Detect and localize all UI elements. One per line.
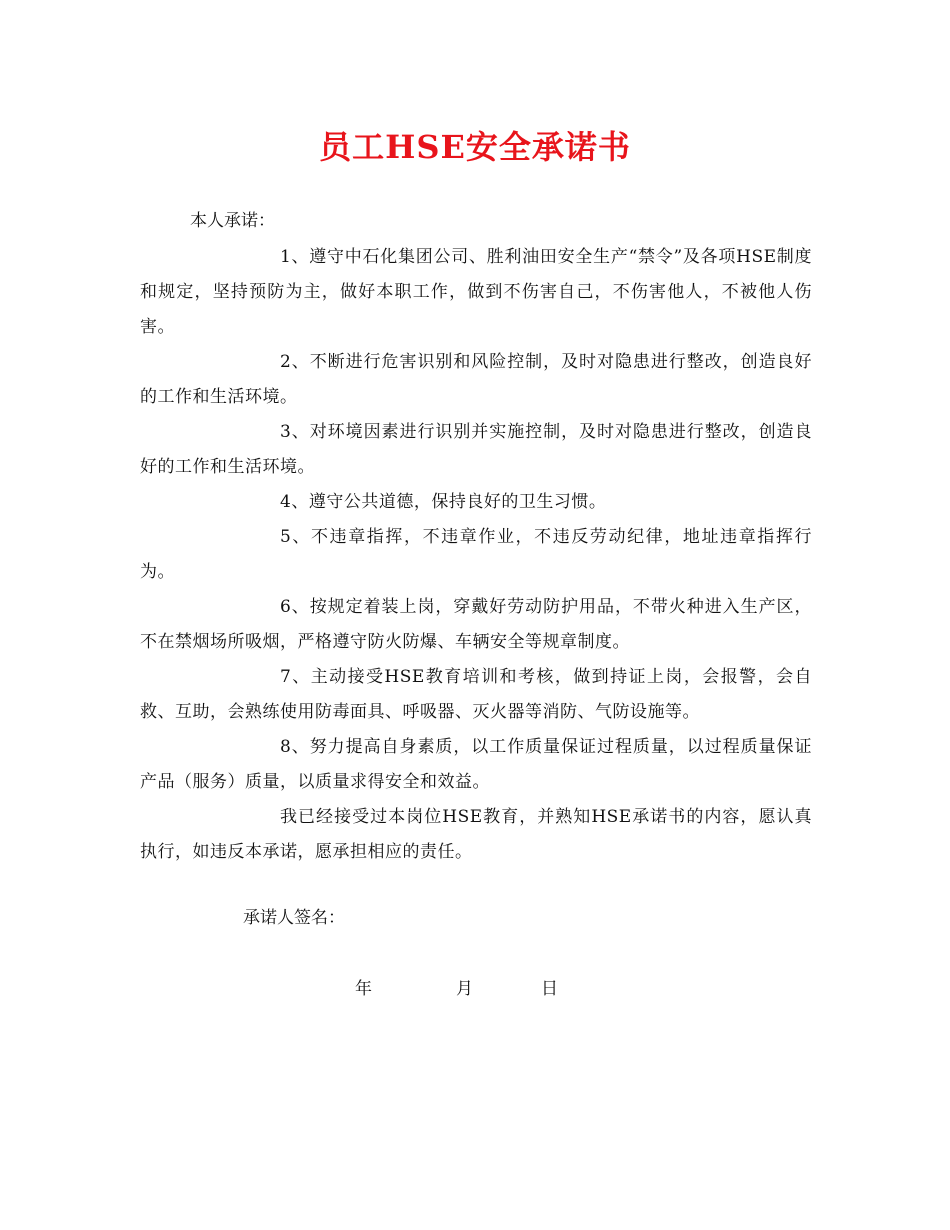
commitment-item-7: 7、主动接受HSE教育培训和考核，做到持证上岗，会报警，会自救、互助，会熟练使用防毒面具、呼吸器、灭火器等消防、气防设施等。 (140, 667, 812, 722)
intro-text: 本人承诺： (190, 211, 275, 231)
commitment-item-4: 4、遵守公共道德，保持良好的卫生习惯。 (280, 492, 607, 512)
date-day-label: 日 (541, 979, 558, 999)
commitment-item-6: 6、按规定着装上岗，穿戴好劳动防护用品，不带火种进入生产区，不在禁烟场所吸烟，严格遵守防火防爆、车辆安全等规章制度。 (140, 597, 812, 652)
signature-label: 承诺人签名： (243, 908, 345, 928)
acknowledgement-paragraph: 我已经接受过本岗位HSE教育，并熟知HSE承诺书的内容，愿认真执行，如违反本承诺，愿承担相应的责任。 (140, 807, 812, 862)
commitment-body (140, 240, 812, 870)
commitment-item-8: 8、努力提高自身素质，以工作质量保证过程质量，以过程质量保证产品（服务）质量，以质量求得安全和效益。 (140, 737, 812, 792)
commitment-item-3: 3、对环境因素进行识别并实施控制，及时对隐患进行整改，创造良好的工作和生活环境。 (140, 422, 812, 477)
document-title: 员工HSE安全承诺书 (319, 128, 631, 166)
commitment-item-2: 2、不断进行危害识别和风险控制，及时对隐患进行整改，创造良好的工作和生活环境。 (140, 352, 812, 407)
date-year-label: 年 (355, 979, 372, 999)
commitment-item-5: 5、不违章指挥，不违章作业，不违反劳动纪律，地址违章指挥行为。 (140, 527, 812, 582)
date-month-label: 月 (456, 979, 473, 999)
commitment-item-1: 1、遵守中石化集团公司、胜利油田安全生产“禁令”及各项HSE制度和规定，坚持预防为主，做好本职工作，做到不伤害自己，不伤害他人，不被他人伤害。 (140, 247, 812, 337)
